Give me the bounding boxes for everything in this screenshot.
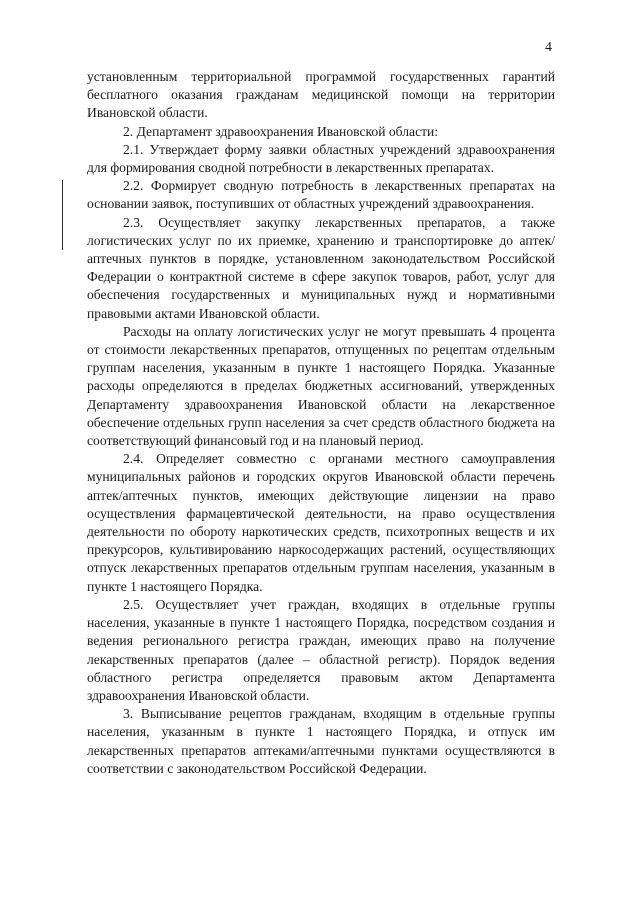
paragraph-2-5: 2.5. Осуществляет учет граждан, входящих в отдельные группы населения, указанные в пункте 1 настоящего Порядка, посредством создания и ведения регионального регистра граждан, имеющих право на получение лекарственных препаратов (далее – областной регистр). Порядок ведения областного регистра определяется правовым актом Департамента здравоохранения Ивановской области. [87, 596, 555, 703]
paragraph-2-3: 2.3. Осуществляет закупку лекарственных препаратов, а также логистических услуг по их приемке, хранению и транспортировке до аптек/аптечных пунктов в порядке, установленном законодательством Российской Федерации о контрактной системе в сфере закупок товаров, работ, услуг для обеспечения государственных и муниципальных нужд и нормативными правовыми актами Ивановской области. [87, 214, 555, 321]
document-body [87, 68, 555, 778]
page-number: 4 [545, 40, 552, 55]
paragraph-section-3: 3. Выписывание рецептов гражданам, входящим в отдельные группы населения, указанным в пункте 1 настоящего Порядка, и отпуск им лекарственных препаратов аптеками/аптечными пунктами осуществляются в соответствии с законодательством Российской Федерации. [87, 706, 555, 776]
paragraph-section-2: 2. Департамент здравоохранения Ивановской области: [123, 123, 439, 139]
paragraph-logistics-costs: Расходы на оплату логистических услуг не могут превышать 4 процента от стоимости лекарственных препаратов, отпущенных по рецептам отдельным группам населения, указанным в пункте 1 настоящего Порядка. Указанные расходы определяются в пределах бюджетных ассигнований, утвержденных Департаменту здравоохранения Ивановской области на лекарственное обеспечение отдельных групп населения за счет средств областного бюджета на соответствующий финансовый год и на плановый период. [87, 323, 555, 449]
paragraph-2-2: 2.2. Формирует сводную потребность в лекарственных препаратах на основании заявок, поступивших от областных учреждений здравоохранения. [87, 178, 555, 212]
paragraph-2-4: 2.4. Определяет совместно с органами местного самоуправления муниципальных районов и городских округов Ивановской области перечень аптек/аптечных пунктов, имеющих действующие лицензии на право осуществления фармацевтической деятельности, на право осуществления деятельности по обороту наркотических средств, психотропных веществ и их прекурсоров, культивированию наркосодержащих растений, осуществляющих отпуск лекарственных препаратов отдельным группам населения, указанным в пункте 1 настоящего Порядка. [87, 451, 555, 594]
paragraph-continuation: установленным территориальной программой государственных гарантий бесплатного оказания гражданам медицинской помощи на территории Ивановской области. [87, 69, 555, 121]
paragraph-2-1: 2.1. Утверждает форму заявки областных учреждений здравоохранения для формирования сводной потребности в лекарственных препаратах. [87, 141, 555, 176]
margin-line-mark [62, 180, 63, 250]
